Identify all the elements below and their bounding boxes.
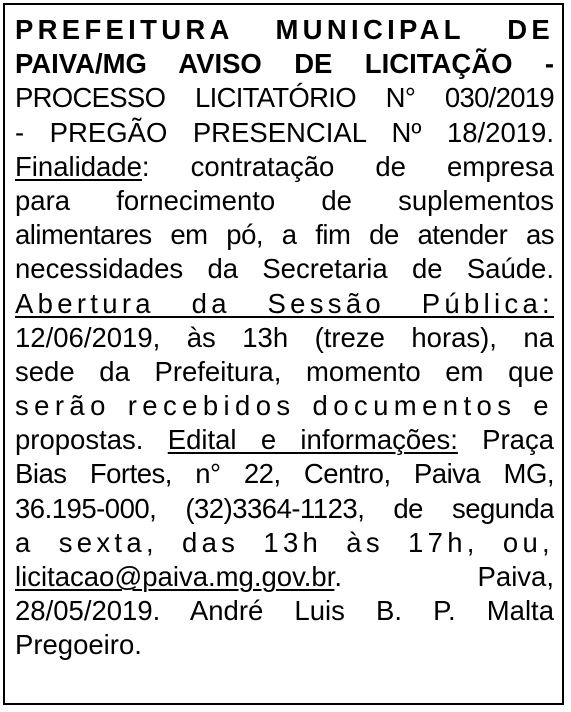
signature-line-1: 28/05/2019. André Luis B. P. Malta [15, 595, 554, 627]
purpose-line-3: alimentares em pó, a fim de atender as [15, 219, 554, 251]
purpose-text: : contratação de empresa [141, 150, 554, 182]
opening-line-1: 12/06/2019, às 13h (treze horas), na [15, 321, 554, 353]
notice-header-line-2 [15, 47, 554, 81]
email-link[interactable]: licitacao@paiva.mg.gov.br [15, 561, 335, 592]
address-line-2: 36.195-000, (32)3364-1123, de segunda [15, 492, 554, 524]
purpose-label: Finalidade [15, 150, 142, 182]
signature-line-2: Pregoeiro. [15, 629, 142, 661]
purpose-line-1 [15, 150, 554, 184]
proposals-text: propostas. [15, 424, 144, 456]
auction-number: - PREGÃO PRESENCIAL Nº 18/2019. [15, 116, 554, 148]
edital-label: Edital e informações: [167, 424, 458, 456]
opening-line-2: sede da Prefeitura, momento em que [15, 355, 554, 387]
purpose-line-4: necessidades da Secretaria de Saúde. [15, 253, 554, 285]
edital-text: Praça [482, 424, 554, 456]
email-line [15, 560, 554, 594]
edital-line [15, 423, 554, 457]
address-line-1: Bias Fortes, n° 22, Centro, Paiva MG, [15, 458, 554, 490]
municipality: PAIVA/MG [15, 48, 147, 80]
purpose-line-2: para fornecimento de suplementos [15, 184, 554, 216]
address-line-3: a sexta, das 13h às 17h, ou, [15, 526, 554, 558]
bidding-notice [3, 3, 564, 705]
notice-header-line-1: PREFEITURA MUNICIPAL DE [15, 14, 554, 45]
notice-type: AVISO DE LICITAÇÃO - [178, 48, 554, 80]
opening-label: Abertura da Sessão Pública: [15, 287, 554, 319]
email-line-text: . Paiva, [334, 561, 554, 592]
process-number: PROCESSO LICITATÓRIO N° 030/2019 [15, 82, 554, 114]
opening-line-3: serão recebidos documentos e [15, 390, 554, 422]
